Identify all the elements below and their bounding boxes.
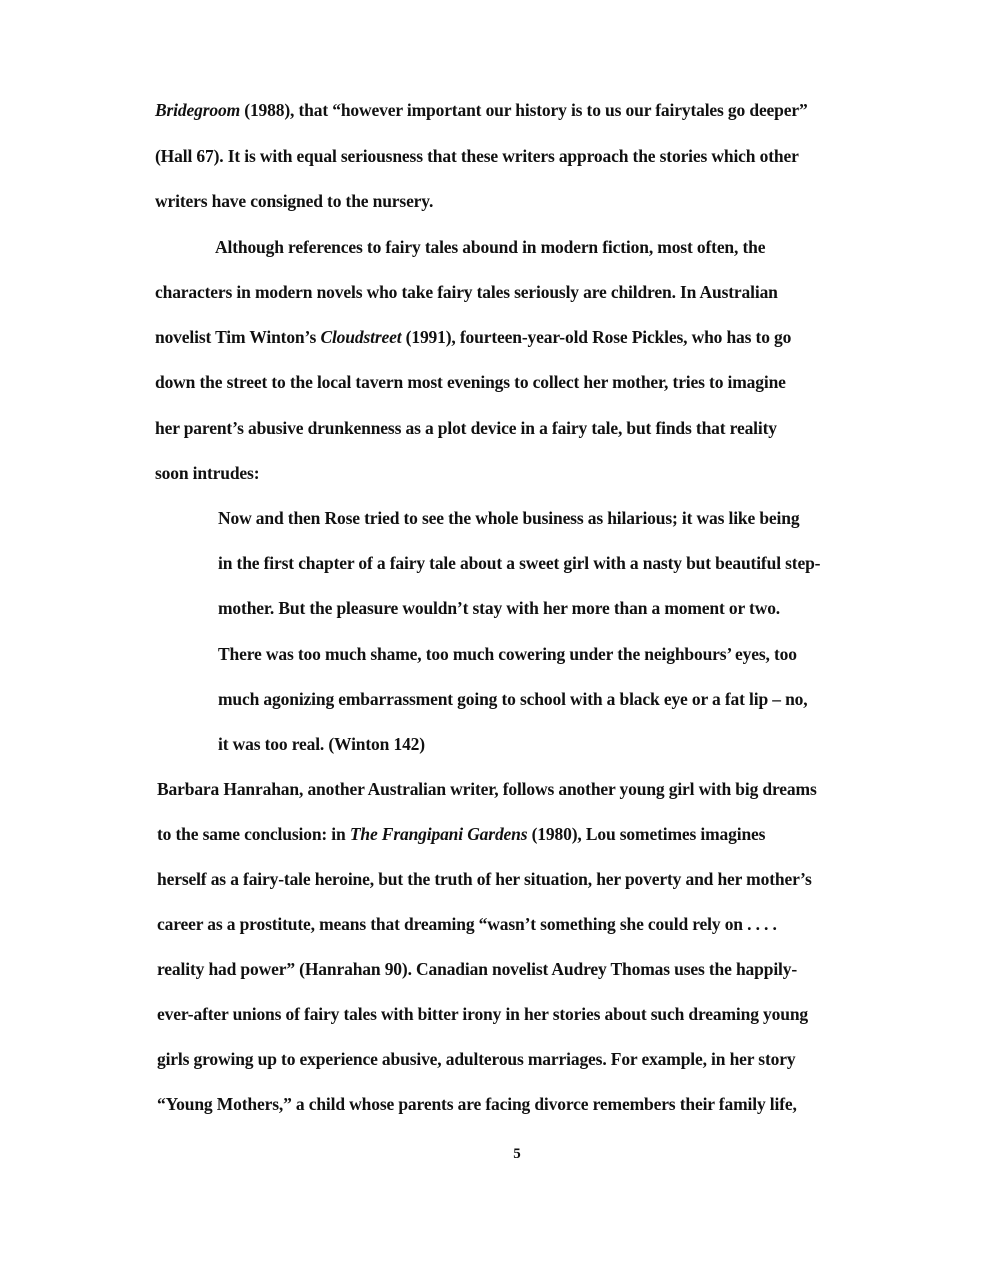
paragraph-3-line-4: career as a prostitute, means that dreaming “wasn’t something she could rely on . . . . — [157, 914, 777, 934]
page-number: 5 — [513, 1146, 521, 1162]
paragraph-3-line-2-pre: to the same conclusion: in — [157, 824, 350, 844]
paragraph-3-line-2 — [157, 823, 765, 845]
paragraph-2-line-4: down the street to the local tavern most evenings to collect her mother, tries to imagine — [155, 372, 786, 392]
block-quote-line-6: it was too real. (Winton 142) — [218, 734, 425, 754]
paragraph-2-line-1: Although references to fairy tales abound in modern fiction, most often, the — [215, 237, 766, 257]
paragraph-2-line-2: characters in modern novels who take fairy tales seriously are children. In Australian — [155, 282, 778, 302]
paragraph-3-line-1: Barbara Hanrahan, another Australian writer, follows another young girl with big dreams — [157, 779, 817, 799]
paragraph-2-line-3-pre: novelist Tim Winton’s — [155, 327, 321, 347]
paragraph-2-line-6: soon intrudes: — [155, 463, 260, 483]
paragraph-2-line-3-post: (1991), fourteen-year-old Rose Pickles, who has to go — [401, 327, 792, 347]
paragraph-2-line-5: her parent’s abusive drunkenness as a plot device in a fairy tale, but finds that reality — [155, 418, 777, 438]
paragraph-1-line-3: writers have consigned to the nursery. — [155, 191, 434, 211]
book-title-cloudstreet: Cloudstreet — [320, 327, 402, 347]
block-quote-line-4: There was too much shame, too much cowering under the neighbours’ eyes, too — [218, 644, 797, 664]
block-quote-line-1: Now and then Rose tried to see the whole business as hilarious; it was like being — [218, 508, 800, 528]
paragraph-1-line-1 — [155, 99, 808, 121]
book-title-bridegroom: Bridegroom — [155, 100, 241, 120]
book-title-frangipani-gardens: The Frangipani Gardens — [349, 824, 528, 844]
paragraph-3-line-2-post: (1980), Lou sometimes imagines — [527, 824, 766, 844]
block-quote-line-2: in the first chapter of a fairy tale about a sweet girl with a nasty but beautiful step- — [218, 553, 821, 573]
paragraph-3-line-7: girls growing up to experience abusive, adulterous marriages. For example, in her story — [157, 1049, 796, 1069]
paragraph-3-line-8: “Young Mothers,” a child whose parents are facing divorce remembers their family life, — [157, 1094, 797, 1114]
paragraph-1-line-1-text: (1988), that “however important our history is to us our fairytales go deeper” — [240, 100, 808, 120]
paragraph-3-line-6: ever-after unions of fairy tales with bitter irony in her stories about such dreaming young — [157, 1004, 809, 1024]
block-quote-line-3: mother. But the pleasure wouldn’t stay with her more than a moment or two. — [218, 598, 781, 618]
paragraph-3-line-5: reality had power” (Hanrahan 90). Canadian novelist Audrey Thomas uses the happily- — [157, 959, 798, 979]
paragraph-2-line-3 — [155, 326, 791, 348]
block-quote-line-5: much agonizing embarrassment going to school with a black eye or a fat lip – no, — [218, 689, 808, 709]
paragraph-3-line-3: herself as a fairy-tale heroine, but the truth of her situation, her poverty and her mother’s — [157, 869, 812, 889]
paragraph-1-line-2: (Hall 67). It is with equal seriousness that these writers approach the stories which other — [155, 146, 799, 166]
